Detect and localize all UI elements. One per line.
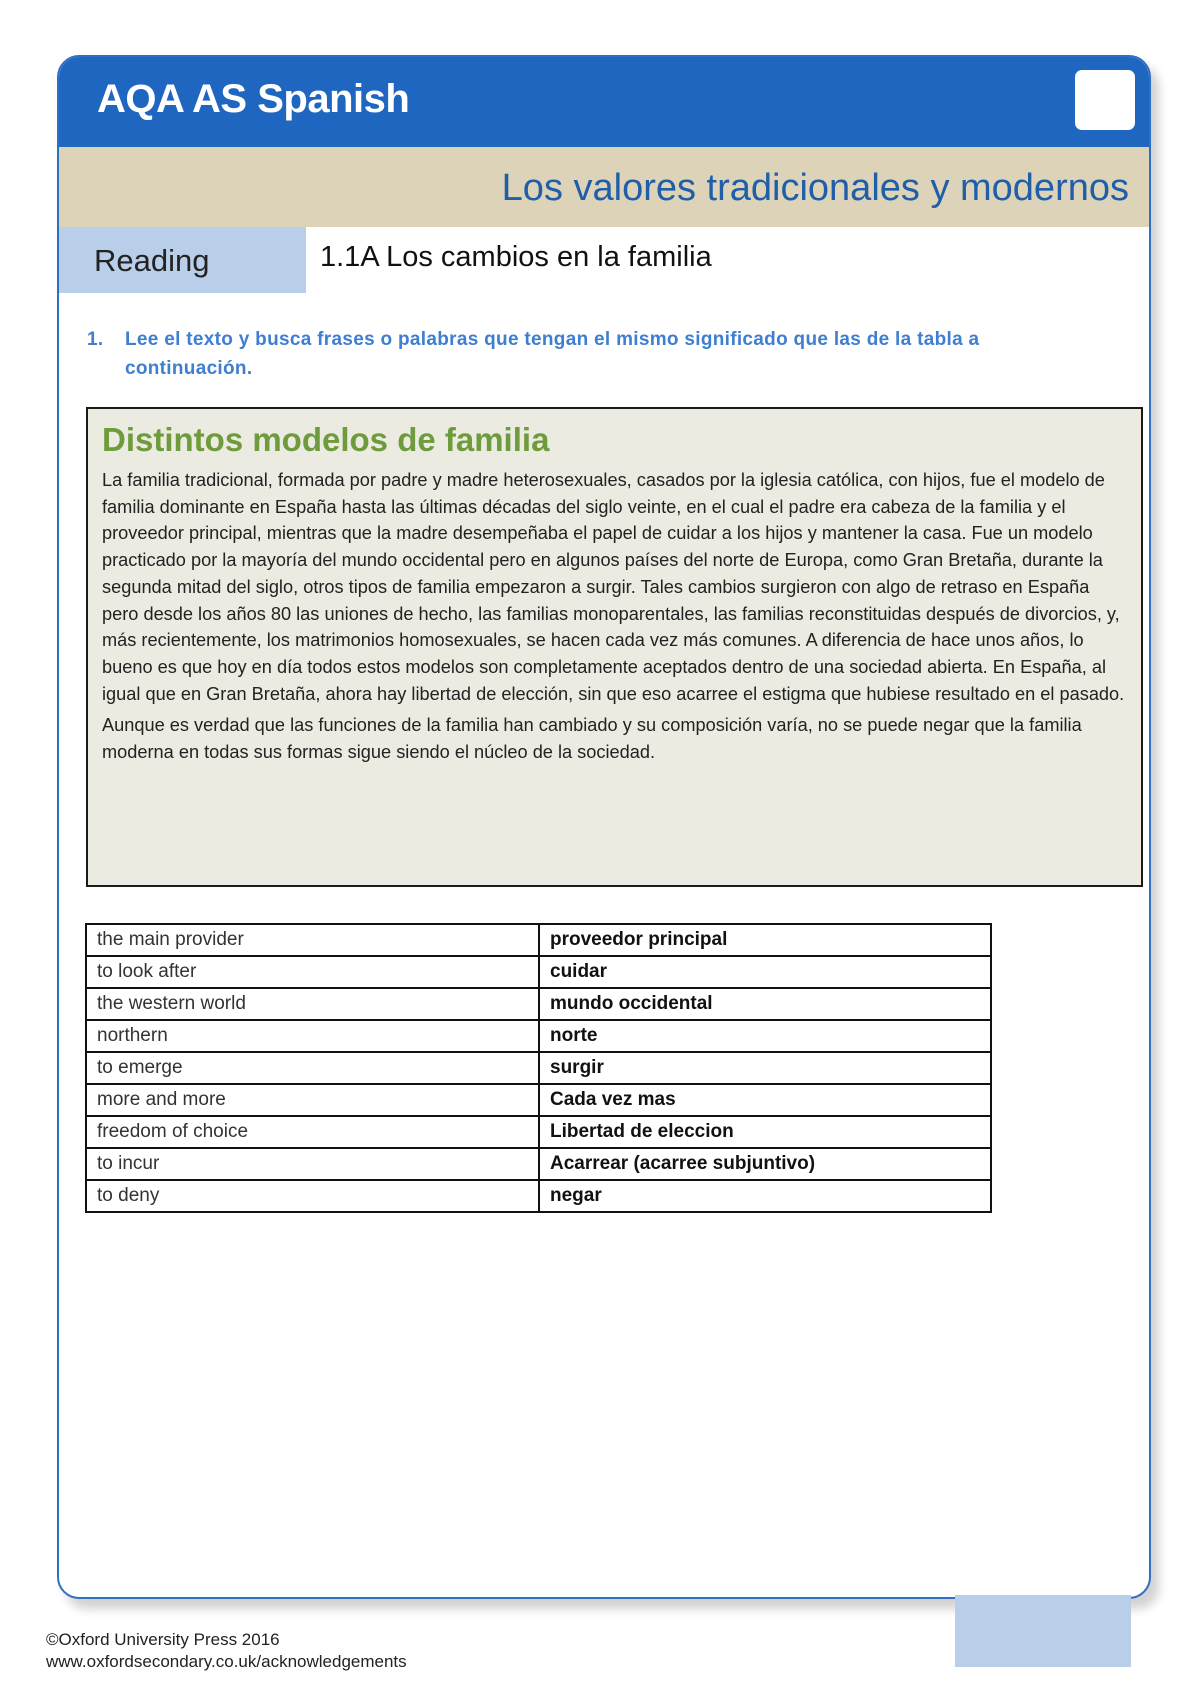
theme-title: Los valores tradicionales y modernos bbox=[501, 167, 1129, 209]
spanish-cell: surgir bbox=[539, 1052, 991, 1084]
english-cell: to deny bbox=[86, 1180, 539, 1212]
footer-tab bbox=[955, 1595, 1131, 1667]
english-cell: to emerge bbox=[86, 1052, 539, 1084]
copyright-notice bbox=[46, 1629, 407, 1673]
article-paragraph: Aunque es verdad que las funciones de la familia han cambiado y su composición varía, no se puede negar que la familia moderna en todas sus formas sigue siendo el núcleo de la sociedad. bbox=[102, 715, 1082, 763]
table-row bbox=[86, 1116, 991, 1148]
table-row bbox=[86, 1148, 991, 1180]
english-cell: northern bbox=[86, 1020, 539, 1052]
article-paragraph: La familia tradicional, formada por padre y madre heterosexuales, casados por la iglesia católica, con hijos, fue el modelo de familia dominante en España hasta las últimas décadas del siglo veinte, en el cual el padre era cabeza de la familia y el proveedor principal, mientras que la madre desempeñaba el papel de cuidar a los hijos y mantener la casa. Fue un modelo practicado por la mayoría del mundo occidental pero en algunos países del norte de Europa, como Gran Bretaña, durante la segunda mitad del siglo, otros tipos de familia empezaron a surgir. Tales cambios surgieron con algo de retraso en España pero desde los años 80 las uniones de hecho, las familias monoparentales, las familias reconstituidas después de divorcios, y, más recientemente, los matrimonios homosexuales, se hacen cada vez más comunes. A diferencia de hace unos años, lo bueno es que hoy en día todos estos modelos son completamente aceptados dentro de una sociedad abierta. En España, al igual que en Gran Bretaña, ahora hay libertad de elección, sin que eso acarree el estigma que hubiese resultado en el pasado. bbox=[102, 470, 1125, 704]
copyright-line: ©Oxford University Press 2016 bbox=[46, 1630, 280, 1649]
skill-tab bbox=[59, 227, 306, 293]
english-cell: the western world bbox=[86, 988, 539, 1020]
spanish-cell: norte bbox=[539, 1020, 991, 1052]
instruction-text: Lee el texto y busca frases o palabras que tengan el mismo significado que las de la tabla a continuación. bbox=[125, 329, 980, 379]
table-row bbox=[86, 956, 991, 988]
section-title: 1.1A Los cambios en la familia bbox=[320, 241, 712, 273]
table-row bbox=[86, 924, 991, 956]
spanish-cell: Cada vez mas bbox=[539, 1084, 991, 1116]
spanish-cell: cuidar bbox=[539, 956, 991, 988]
spanish-cell: mundo occidental bbox=[539, 988, 991, 1020]
instruction-number: 1. bbox=[87, 329, 104, 350]
english-cell: to look after bbox=[86, 956, 539, 988]
english-cell: freedom of choice bbox=[86, 1116, 539, 1148]
worksheet-card bbox=[57, 55, 1151, 1599]
spanish-cell: Libertad de eleccion bbox=[539, 1116, 991, 1148]
english-cell: the main provider bbox=[86, 924, 539, 956]
table-row bbox=[86, 1020, 991, 1052]
vocab-table bbox=[85, 923, 992, 1213]
english-cell: more and more bbox=[86, 1084, 539, 1116]
table-row bbox=[86, 1180, 991, 1212]
reading-text-box bbox=[86, 407, 1143, 887]
table-row bbox=[86, 1052, 991, 1084]
header-corner-box bbox=[1075, 70, 1135, 130]
spanish-cell: negar bbox=[539, 1180, 991, 1212]
table-row bbox=[86, 1084, 991, 1116]
acknowledgements-url: www.oxfordsecondary.co.uk/acknowledgements bbox=[46, 1652, 407, 1671]
header-bar bbox=[59, 57, 1149, 147]
table-row bbox=[86, 988, 991, 1020]
english-cell: to incur bbox=[86, 1148, 539, 1180]
spanish-cell: Acarrear (acarree subjuntivo) bbox=[539, 1148, 991, 1180]
instruction bbox=[87, 325, 1107, 383]
spanish-cell: proveedor principal bbox=[539, 924, 991, 956]
brand-title: AQA AS Spanish bbox=[97, 77, 410, 121]
article-title: Distintos modelos de familia bbox=[102, 421, 550, 458]
theme-band bbox=[59, 147, 1149, 227]
skill-tab-label: Reading bbox=[94, 243, 210, 278]
